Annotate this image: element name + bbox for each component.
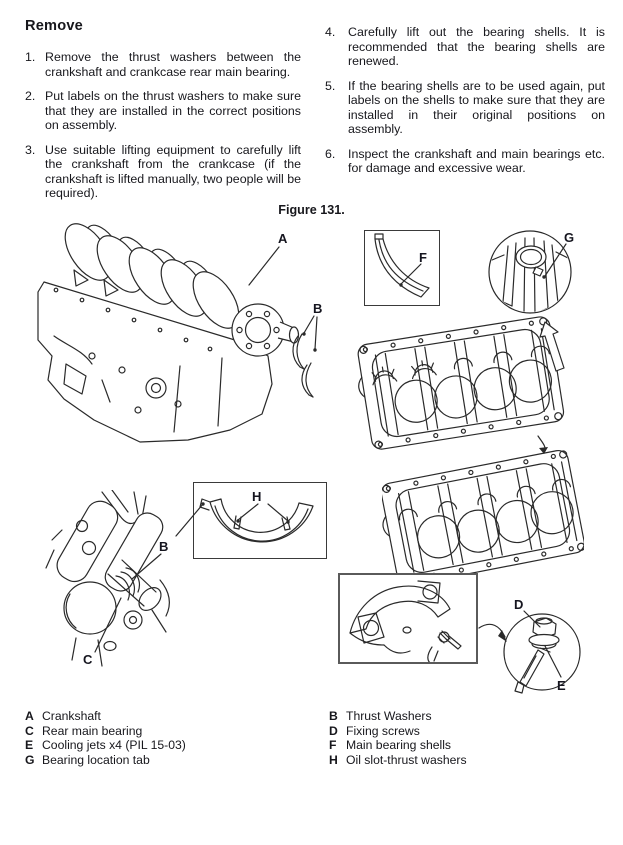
legend-row-E [25, 738, 186, 753]
callout-H: H [252, 489, 262, 504]
item-text: Inspect the crankshaft and main bearings etc. for damage and excessive wear. [348, 146, 605, 175]
callout-A: A [278, 231, 288, 246]
legend-key: B [329, 709, 338, 723]
legend-key: E [25, 738, 34, 753]
legend-label: Oil slot-thrust washers [346, 752, 467, 767]
instruction-item-1 [25, 50, 301, 79]
instruction-item-5 [325, 79, 605, 137]
callout-G: G [564, 230, 575, 245]
instruction-list-right [325, 25, 605, 186]
legend-label: Cooling jets x4 (PIL 15-03) [42, 738, 186, 753]
crankshaft-block-drawing [30, 218, 350, 453]
legend-label: Rear main bearing [42, 723, 143, 738]
legend-row-A [25, 709, 186, 724]
thrust-washers-pair [293, 334, 313, 397]
item-number: 1. [25, 50, 36, 64]
legend-label: Bearing location tab [42, 752, 150, 767]
crankcase-with-shells-drawing [356, 310, 566, 458]
inset-box-bearing-cap [338, 573, 478, 664]
legend-key: H [329, 752, 338, 767]
inset-box-bearing-shell [364, 230, 440, 306]
legend-label: Thrust Washers [346, 709, 432, 723]
item-text: Remove the thrust washers between the crankshaft and crankcase rear main bearing. [45, 50, 301, 79]
instruction-item-2 [25, 89, 301, 133]
item-number: 4. [325, 25, 336, 39]
legend-key: A [25, 709, 34, 723]
legend-label: Crankshaft [42, 709, 101, 723]
legend-row-B [329, 709, 467, 724]
callout-C: C [83, 652, 93, 667]
crankcase-empty-drawing [382, 448, 584, 590]
item-number: 2. [25, 89, 36, 103]
legend-key: G [25, 752, 35, 767]
legend-label: Main bearing shells [346, 738, 452, 753]
callout-D: D [514, 597, 524, 612]
legend-key: C [25, 723, 34, 738]
instruction-item-3 [25, 143, 301, 201]
item-number: 6. [325, 146, 336, 161]
section-heading: Remove [25, 18, 83, 34]
item-text: Carefully lift out the bearing shells. It is recommended that the bearing shells are renewed. [348, 25, 605, 68]
callout-B-bottom: B [159, 539, 169, 554]
legend-key: D [329, 723, 338, 738]
legend-row-D [329, 724, 467, 739]
legend-row-H [329, 753, 467, 768]
item-text: Use suitable lifting equipment to carefully lift the crankshaft from the crankcase (if the crankshaft is lifted manually, two people will be required). [45, 142, 301, 200]
item-text: If the bearing shells are to be used again, put labels on the shells to make sure that they are installed in their original positions on assembly. [348, 78, 605, 136]
item-number: 3. [25, 142, 36, 157]
item-text: Put labels on the thrust washers to make sure that they are installed in the correct positions on assembly. [45, 89, 301, 132]
crankshaft-rear-drawing [42, 490, 182, 680]
figure-caption: Figure 131. [278, 203, 345, 217]
bearing-tab-detail-circle [488, 228, 598, 323]
legend-row-C [25, 724, 186, 739]
legend-row-F [329, 738, 467, 753]
callout-F: F [419, 250, 427, 265]
legend-label: Fixing screws [346, 723, 420, 738]
legend-row-G [25, 753, 186, 768]
legend-right [329, 709, 467, 767]
instruction-item-6 [325, 147, 605, 176]
legend-left [25, 709, 186, 767]
instruction-item-4 [325, 25, 605, 69]
figure-131 [0, 200, 623, 710]
fixing-screw-detail-circle [502, 608, 610, 704]
callout-B-top: B [313, 301, 323, 316]
callout-E: E [557, 678, 566, 693]
instruction-list-left [25, 50, 301, 211]
item-number: 5. [325, 78, 336, 93]
legend-key: F [329, 738, 337, 753]
